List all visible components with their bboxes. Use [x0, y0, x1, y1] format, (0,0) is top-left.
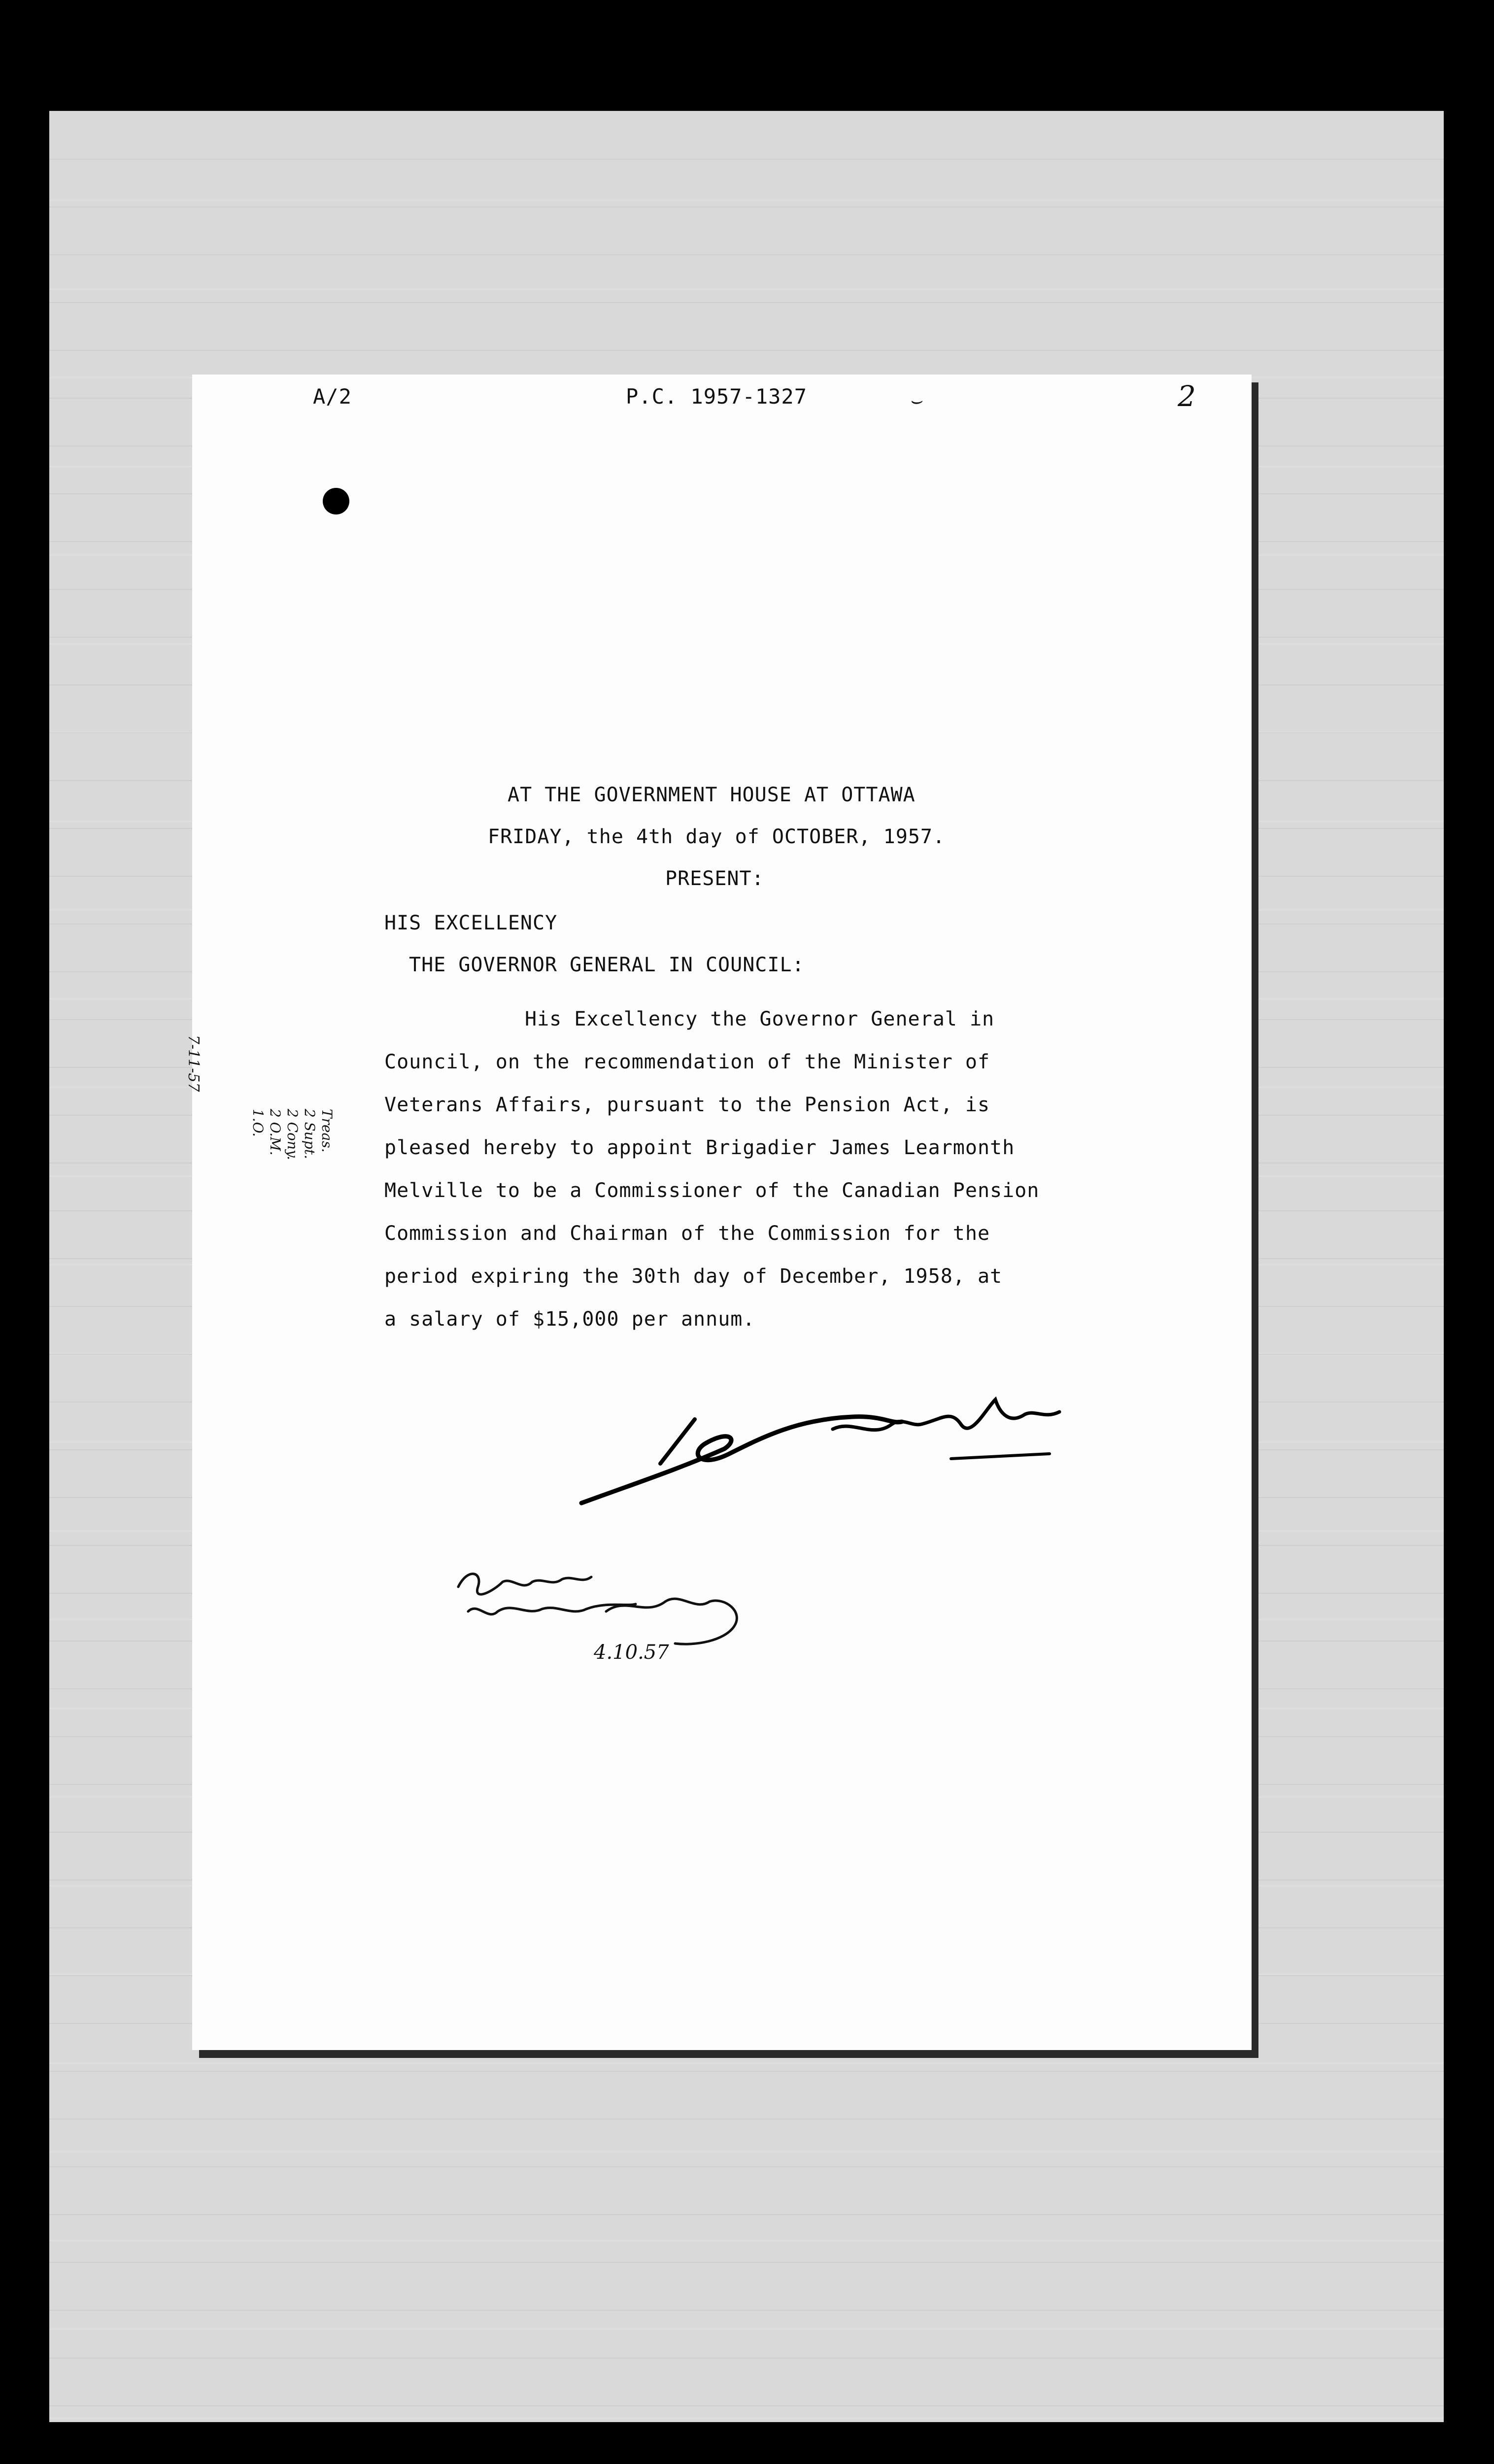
- margin-distribution-4: 2 Supt.: [302, 1109, 318, 1160]
- margin-distribution-5: Treas.: [319, 1109, 335, 1153]
- approval-date: 4.10.57: [594, 1641, 669, 1664]
- paragraph-line: a salary of $15,000 per annum.: [384, 1308, 755, 1331]
- paragraph-line: His Excellency the Governor General in: [525, 1008, 995, 1030]
- paragraph-line: Council, on the recommendation of the Minister of: [384, 1051, 990, 1073]
- document-page: [185, 375, 1252, 2050]
- paragraph-line: period expiring the 30th day of December, 1958, at: [384, 1265, 1003, 1288]
- paragraph-line: Commission and Chairman of the Commission for the: [384, 1222, 990, 1245]
- paragraph-line: Veterans Affairs, pursuant to the Pension Act, is: [384, 1094, 990, 1116]
- date-line: FRIDAY, the 4th day of OCTOBER, 1957.: [488, 825, 946, 848]
- margin-date-note: 7-11-57: [185, 1035, 202, 1092]
- file-reference: A/2: [313, 384, 352, 409]
- page-number: 2: [1178, 379, 1196, 413]
- place-line: AT THE GOVERNMENT HOUSE AT OTTAWA: [508, 784, 916, 806]
- approval-signature: [448, 1557, 754, 1685]
- paragraph-line: Melville to be a Commissioner of the Canadian Pension: [384, 1179, 1040, 1202]
- clerk-signature: [577, 1390, 1094, 1518]
- paragraph-line: pleased hereby to appoint Brigadier James Learmonth: [384, 1136, 1015, 1159]
- order-number: P.C. 1957-1327: [626, 384, 808, 409]
- addressee-line-2: THE GOVERNOR GENERAL IN COUNCIL:: [409, 954, 805, 976]
- present-line: PRESENT:: [665, 867, 764, 890]
- margin-distribution-2: 2 O.M.: [267, 1109, 283, 1156]
- tick-mark: ⌣: [909, 389, 922, 412]
- margin-distribution-3: 2 Cony.: [284, 1109, 301, 1161]
- margin-distribution-1: 1.O.: [250, 1109, 266, 1137]
- punch-hole: [323, 488, 349, 514]
- addressee-line-1: HIS EXCELLENCY: [384, 912, 558, 934]
